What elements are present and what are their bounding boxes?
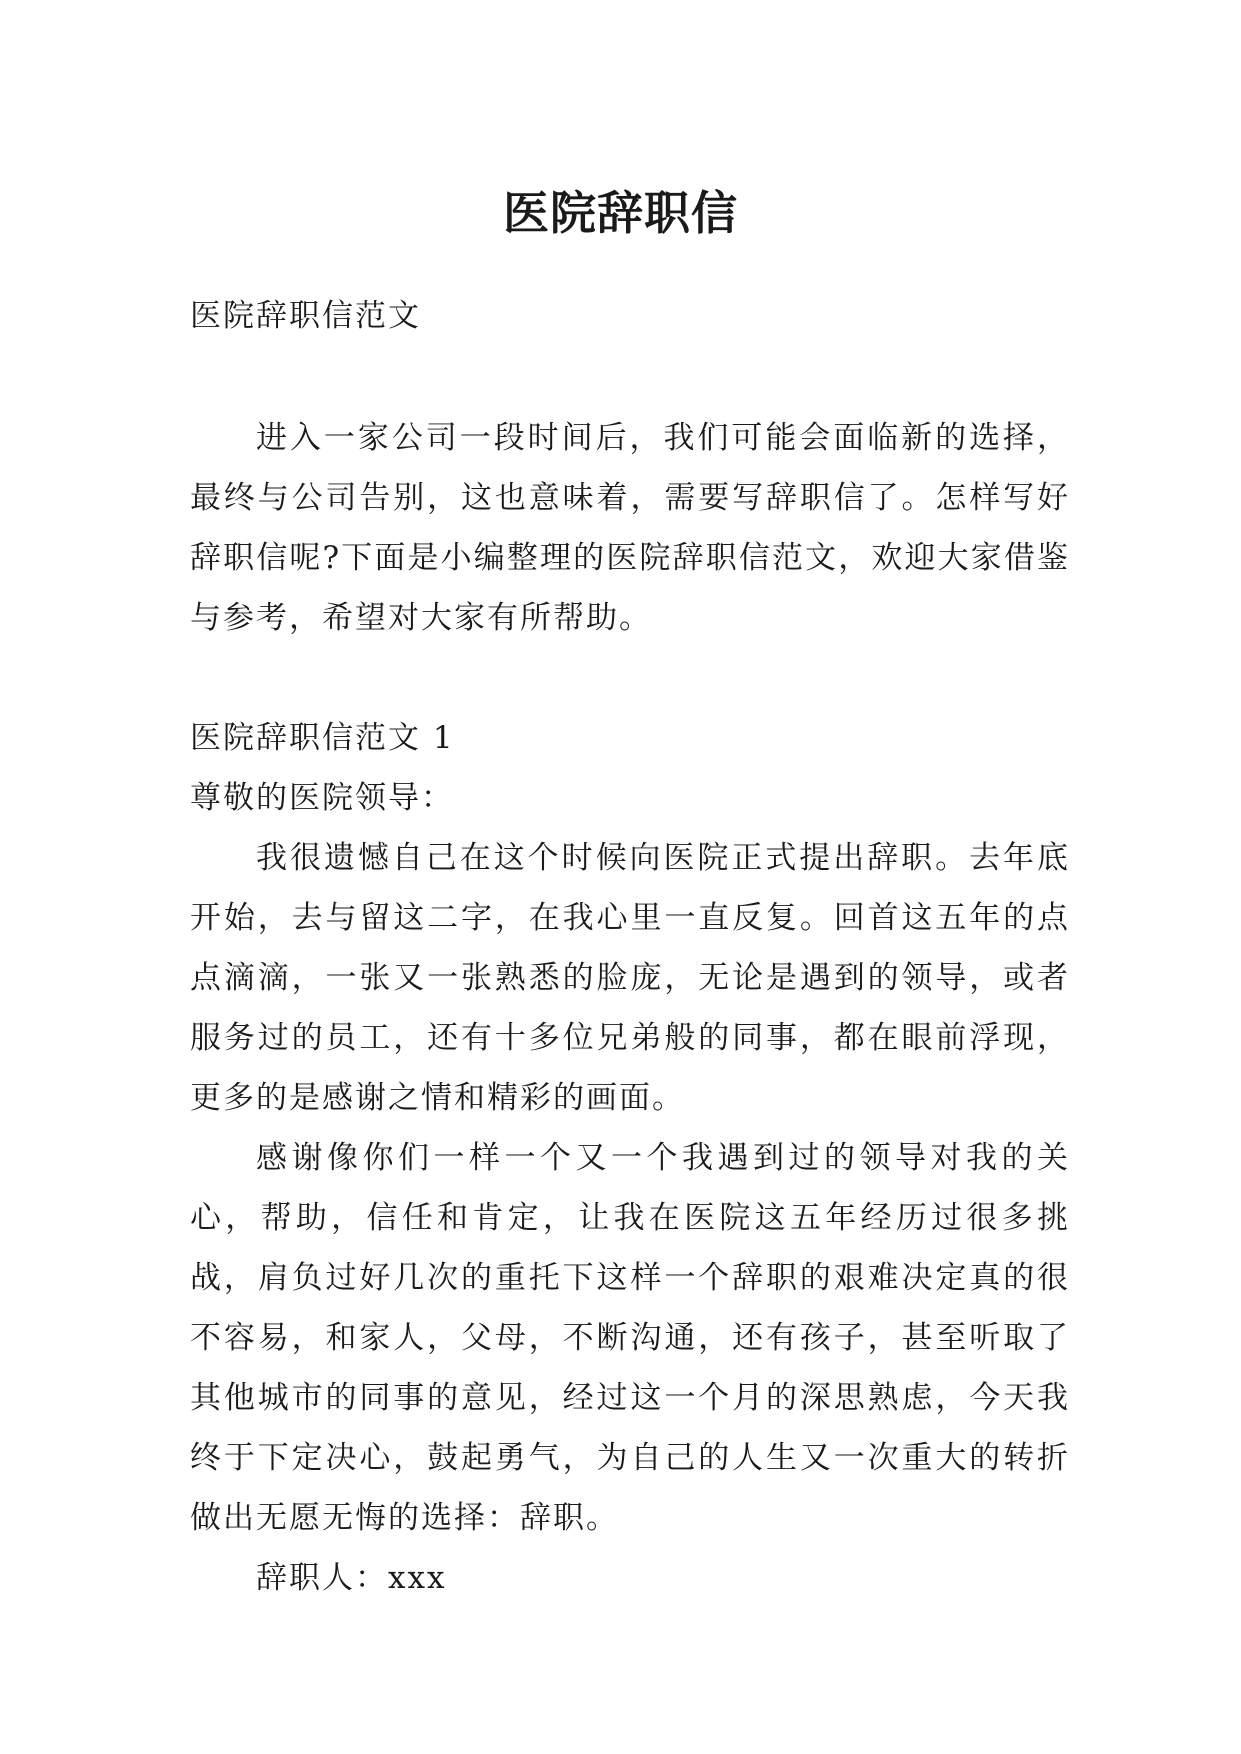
signature: 辞职人：xxx [256, 1560, 447, 1596]
section-heading: 医院辞职信范文 1 [190, 720, 455, 756]
salutation: 尊敬的医院领导： [190, 780, 454, 816]
document-subtitle: 医院辞职信范文 [190, 298, 421, 334]
body-paragraph-1: 我很遗憾自己在这个时候向医院正式提出辞职。去年底开始，去与留这二字，在我心里一直反复。回首这五年的点点滴滴，一张又一张熟悉的脸庞，无论是遇到的领导，或者服务过的员工，还有十多位兄弟般的同事，都在眼前浮现，更多的是感谢之情和精彩的画面。 [190, 840, 1070, 1116]
intro-paragraph: 进入一家公司一段时间后，我们可能会面临新的选择，最终与公司告别，这也意味着，需要写辞职信了。怎样写好辞职信呢?下面是小编整理的医院辞职信范文，欢迎大家借鉴与参考，希望对大家有所帮助。 [190, 420, 1070, 636]
document-body [190, 286, 1070, 1608]
body-paragraph-2: 感谢像你们一样一个又一个我遇到过的领导对我的关心，帮助，信任和肯定，让我在医院这五年经历过很多挑战，肩负过好几次的重托下这样一个辞职的艰难决定真的很不容易，和家人，父母，不断沟通，还有孩子，甚至听取了其他城市的同事的意见，经过这一个月的深思熟虑，今天我终于下定决心，鼓起勇气，为自己的人生又一次重大的转折做出无愿无悔的选择：辞职。 [190, 1140, 1070, 1536]
document-title: 医院辞职信 [503, 185, 738, 240]
